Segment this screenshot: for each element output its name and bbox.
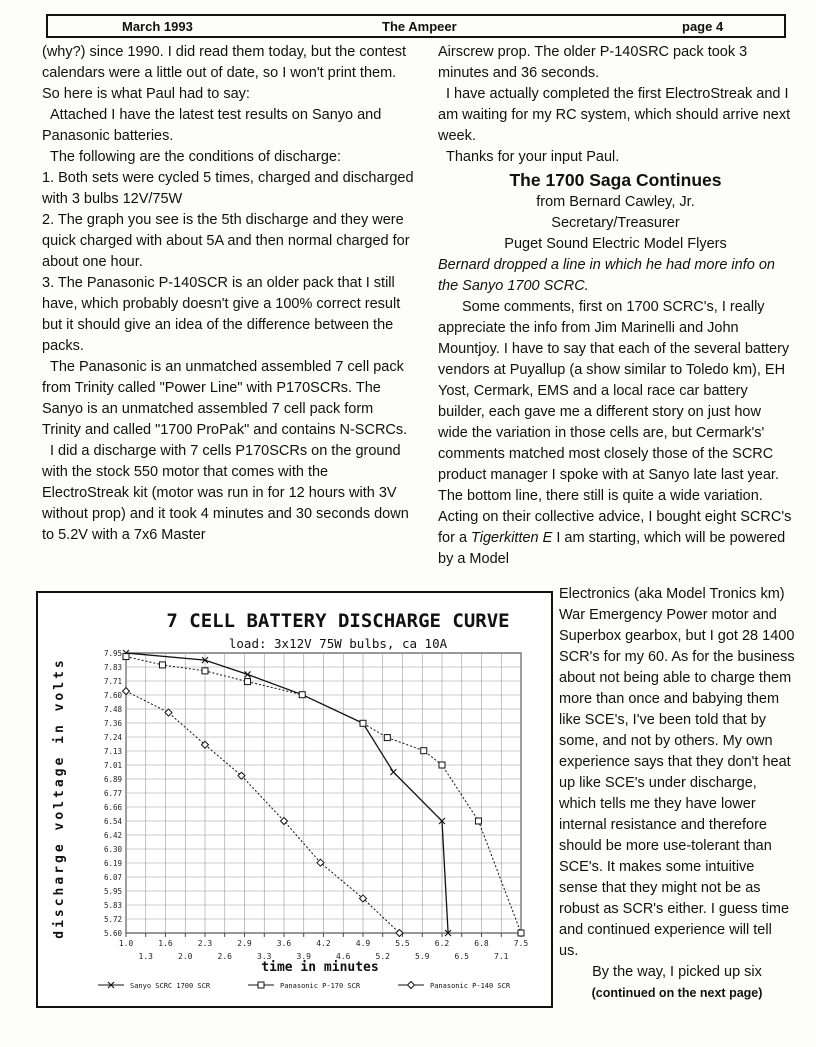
legend-label: Sanyo SCRC 1700 SCR [130,982,211,990]
square-marker [439,762,445,768]
body-text: Some comments, first on 1700 SCRC's, I really appreciate the info from Jim Marinelli and John Mountjoy. I have to say that each of the several battery vendors at Puyallup (a show similar to Toledo km), EH Yost, Cermark, EMS and a local race car battery builder, each gave me a different story on just how wide the variation in those cells are, but Cermark's' comments matched most closely those of the SCRC product manager I spoke with at Sanyo late last year. The bottom line, there still is quite a wide variation. Acting on their collective advice, I bought eight SCRC's for a [438,299,792,546]
y-tick-label: 6.30 [103,845,122,854]
byline-club: Puget Sound Electric Model Flyers [504,236,727,252]
x-ticks [119,939,529,961]
chart-title: 7 CELL BATTERY DISCHARGE CURVE [166,610,510,632]
x-tick-label: 4.6 [336,952,351,961]
paragraph: Thanks for your input Paul. [446,149,620,165]
square-marker [421,748,427,754]
paragraph: The following are the conditions of discharge: [50,149,341,165]
diamond-marker [396,930,403,937]
list-item: 1. Both sets were cycled 5 times, charged and discharged with 3 bulbs 12V/75W [42,170,414,207]
paragraph: Airscrew prop. The older P-140SRC pack took 3 minutes and 36 seconds. [438,44,748,81]
x-tick-label: 1.0 [118,939,134,948]
square-marker [123,654,129,660]
y-tick-label: 6.07 [103,873,122,882]
x-tick-label: 7.1 [494,952,509,961]
page-number: page 4 [682,18,724,34]
diamond-marker [165,709,172,716]
body-text: I am starting, which will be powered by a Model [438,530,786,567]
square-marker [518,930,524,936]
square-marker [159,662,165,668]
x-tick-label: 6.8 [474,939,489,948]
diamond-marker [123,688,130,695]
byline-role: Secretary/Treasurer [551,215,680,231]
list-item: 2. The graph you see is the 5th discharge and they were quick charged with about 5A and then normal charged for about one hour. [42,212,410,270]
left-column [42,42,414,546]
y-tick-label: 7.48 [103,705,122,714]
square-marker [360,720,366,726]
x-tick-label: 2.3 [197,939,213,948]
x-tick-label: 5.9 [415,952,430,961]
square-marker [475,818,481,824]
diamond-marker [408,982,415,989]
y-tick-label: 5.72 [103,915,122,924]
square-marker [384,735,390,741]
y-tick-label: 7.13 [103,747,122,756]
article-title: The 1700 Saga Continues [509,170,722,190]
y-tick-label: 5.95 [103,887,122,896]
chart-subtitle: load: 3x12V 75W bulbs, ca 10A [228,636,448,651]
x-tick-label: 3.6 [276,939,292,948]
y-tick-label: 7.36 [103,719,122,728]
x-tick-label: 7.5 [513,939,529,948]
square-marker [245,679,251,685]
continued-note: (continued on the next page) [591,986,763,1000]
square-marker [299,692,305,698]
paragraph: The Panasonic is an unmatched assembled 7 cell pack from Trinity called "Power Line" with P170SCRs. The Sanyo is an unmatched assembled 7 cell pack form Trinity and called "1700 ProPak" and contains N-SCRCs. [42,359,408,438]
paragraph: Attached I have the latest test results on Sanyo and Panasonic batteries. [42,107,382,144]
y-tick-label: 7.01 [103,761,122,770]
square-marker [202,668,208,674]
x-tick-label: 4.9 [355,939,371,948]
y-tick-label: 7.71 [103,677,122,686]
series-line [126,691,400,933]
x-tick-label: 5.2 [375,952,390,961]
y-tick-label: 6.77 [103,789,122,798]
newsletter-title: The Ampeer [382,18,457,34]
chart-legend [98,982,511,991]
x-marker [245,671,251,677]
legend-label: Panasonic P-140 SCR [430,982,511,990]
issue-date: March 1993 [122,18,193,34]
x-tick-label: 3.3 [257,952,272,961]
paragraph [438,297,793,570]
body-italic: Tigerkitten E [471,530,553,546]
x-tick-label: 4.2 [316,939,331,948]
y-tick-label: 5.60 [103,929,122,938]
paragraph: Electronics (aka Model Tronics km) War Emergency Power motor and Superbox gearbox, but I got 28 1400 SCR's for my 60. As for the business about not being able to charge them more than once and babying them like SCE's, I've been told that by some, and not by others. My own experience says that they don't heat up like SCE's under discharge, which tells me they have lower internal resistance and therefore should be more use-tolerant than SCE's. It makes some intuitive sense that they might not be as robust as SCR's either. I guess time and continued experience will tell us. [559,586,795,959]
page-header [46,14,786,38]
x-tick-label: 6.2 [434,939,450,948]
discharge-chart [38,593,551,1006]
paragraph: I did a discharge with 7 cells P170SCRs on the ground with the stock 550 motor that comes with the ElectroStreak kit (motor was run in for 12 hours with 3V without prop) and it took 4 minutes and 30 seconds down to 5.2V with a 7x6 Master [42,443,409,543]
y-tick-label: 7.83 [103,663,122,672]
y-tick-label: 7.60 [103,691,122,700]
y-tick-label: 6.42 [103,831,122,840]
square-marker [258,982,264,988]
x-tick-label: 2.0 [178,952,193,961]
x-tick-label: 3.9 [296,952,311,961]
paragraph: (why?) since 1990. I did read them today, but the contest calendars were a little out of date, so I won't print them. So here is what Paul had to say: [42,44,407,102]
x-tick-label: 5.5 [395,939,410,948]
wrap-column [559,584,795,1004]
discharge-chart-figure [36,591,553,1008]
x-tick-label: 1.6 [158,939,173,948]
right-column [438,42,793,570]
y-tick-label: 6.89 [103,775,122,784]
y-axis-label: discharge voltage in volts [52,657,67,939]
x-marker [390,769,396,775]
y-tick-label: 7.95 [103,649,122,658]
y-tick-label: 5.83 [103,901,122,910]
x-tick-label: 2.9 [237,939,252,948]
legend-label: Panasonic P-170 SCR [280,982,361,990]
article-intro: Bernard dropped a line in which he had more info on the Sanyo 1700 SCRC. [438,257,775,294]
x-tick-label: 2.6 [217,952,232,961]
x-axis-label: time in minutes [261,960,379,975]
y-tick-label: 6.66 [103,803,122,812]
list-item: 3. The Panasonic P-140SCR is an older pack that I still have, which probably doesn't give a 100% correct result but it should give an idea of the difference between the packs. [42,275,401,354]
paragraph: By the way, I picked up six [592,964,762,980]
x-tick-label: 6.5 [454,952,469,961]
paragraph: I have actually completed the first ElectroStreak and I am waiting for my RC system, which should arrive next week. [438,86,791,144]
y-tick-label: 7.24 [103,733,122,742]
x-tick-label: 1.3 [138,952,153,961]
y-ticks [104,649,123,938]
byline-author: from Bernard Cawley, Jr. [536,194,695,210]
y-tick-label: 6.54 [103,817,122,826]
y-tick-label: 6.19 [103,859,122,868]
